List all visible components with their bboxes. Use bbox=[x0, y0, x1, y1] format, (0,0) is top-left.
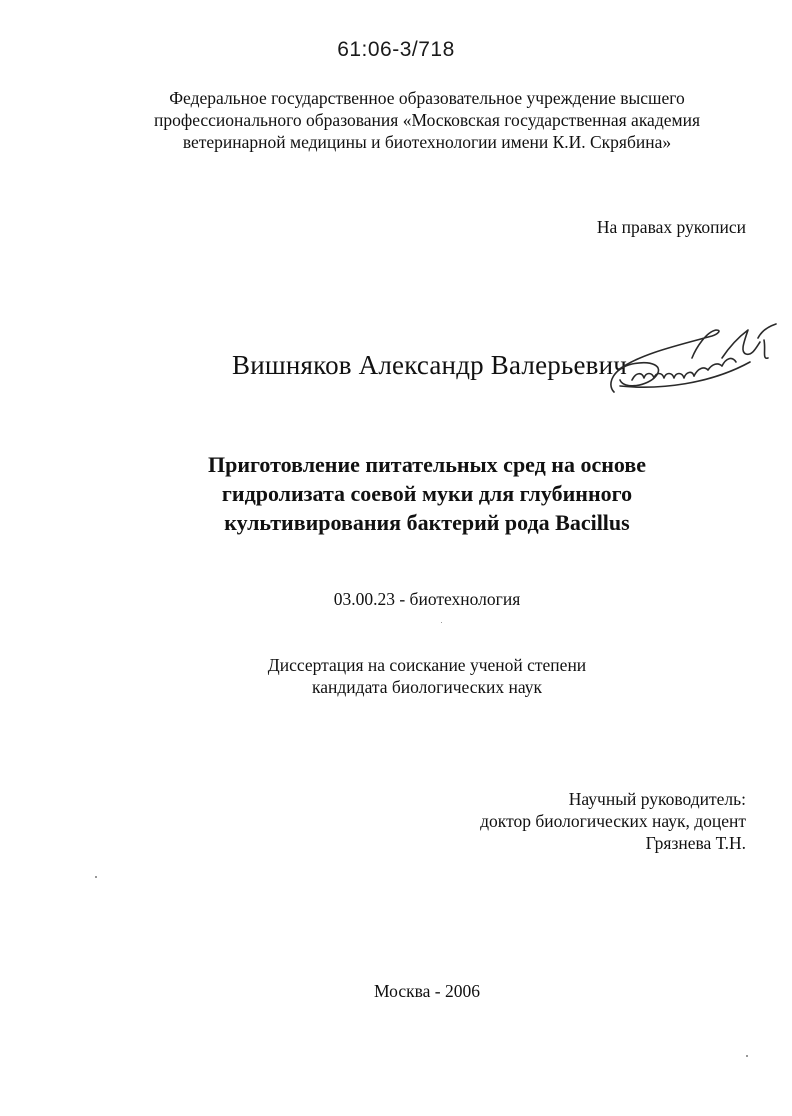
author-name: Вишняков Александр Валерьевич bbox=[232, 350, 628, 380]
archive-code: 61:06-3/718 bbox=[337, 38, 455, 61]
supervisor-credentials: доктор биологических наук, доцент bbox=[480, 811, 746, 831]
signature-icon bbox=[600, 318, 785, 410]
supervisor-block bbox=[480, 788, 746, 854]
institution-line-3: ветеринарной медицины и биотехнологии имени К.И. Скрябина» bbox=[182, 132, 672, 152]
degree-statement bbox=[100, 654, 754, 698]
institution-line-1: Федеральное государственное образовательное учреждение высшего bbox=[169, 88, 685, 108]
title-line-1: Приготовление питательных сред на основе bbox=[207, 452, 647, 477]
supervisor-role: Научный руководитель: bbox=[568, 789, 746, 809]
speciality-code: 03.00.23 - биотехнология bbox=[333, 589, 521, 609]
degree-line-2: кандидата биологических наук bbox=[312, 677, 542, 697]
institution-name bbox=[100, 87, 754, 153]
supervisor-name: Грязнева Т.Н. bbox=[645, 833, 746, 853]
city-year: Москва - 2006 bbox=[374, 981, 480, 1001]
scan-speck bbox=[95, 876, 97, 878]
title-line-2: гидролизата соевой муки для глубинного bbox=[221, 481, 633, 506]
title-line-3: культивирования бактерий рода Bacillus bbox=[224, 510, 630, 535]
scan-speck bbox=[746, 1055, 748, 1057]
rights-note: На правах рукописи bbox=[596, 217, 746, 237]
dissertation-title bbox=[100, 450, 754, 537]
degree-line-1: Диссертация на соискание ученой степени bbox=[267, 655, 587, 675]
institution-line-2: профессионального образования «Московская государственная академия bbox=[153, 110, 700, 130]
scan-speck bbox=[441, 622, 442, 623]
